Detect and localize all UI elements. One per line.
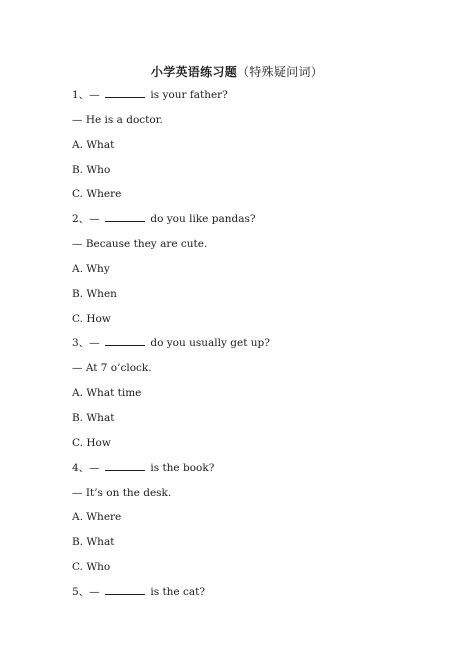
option-2b: B. When [72,287,117,300]
answer-blank [105,213,145,222]
option-2c: C. How [72,312,111,325]
answer-blank [105,462,145,471]
title-main: 小学英语练习题 [150,65,237,79]
exercise-list [72,88,452,610]
question-4: 4、— is the book? [72,461,215,474]
question-3: 3、— do you usually get up? [72,337,270,350]
option-1a: A. What [72,138,115,151]
question-2: 2、— do you like pandas? [72,213,256,226]
answer-line-3: — At 7 o’clock. [72,362,152,375]
answer-blank [105,337,145,346]
page-title [0,63,474,80]
answer-line-1: — He is a doctor. [72,113,163,126]
question-1: 1、— is your father? [72,89,228,101]
option-4c: C. Who [72,561,111,574]
answer-line-2: — Because they are cute. [72,238,208,251]
answer-blank [105,586,145,595]
option-1b: B. Who [72,163,111,176]
answer-line-4: — It’s on the desk. [72,486,172,499]
question-5: 5、— is the cat? [72,585,205,598]
option-4b: B. What [72,536,115,549]
option-4a: A. Where [72,511,122,524]
title-subtitle: （特殊疑问词） [237,65,324,79]
option-1c: C. Where [72,188,122,201]
option-2a: A. Why [72,262,110,275]
option-3b: B. What [72,411,115,424]
option-3c: C. How [72,436,111,449]
option-3a: A. What time [72,387,142,400]
answer-blank [105,89,145,98]
